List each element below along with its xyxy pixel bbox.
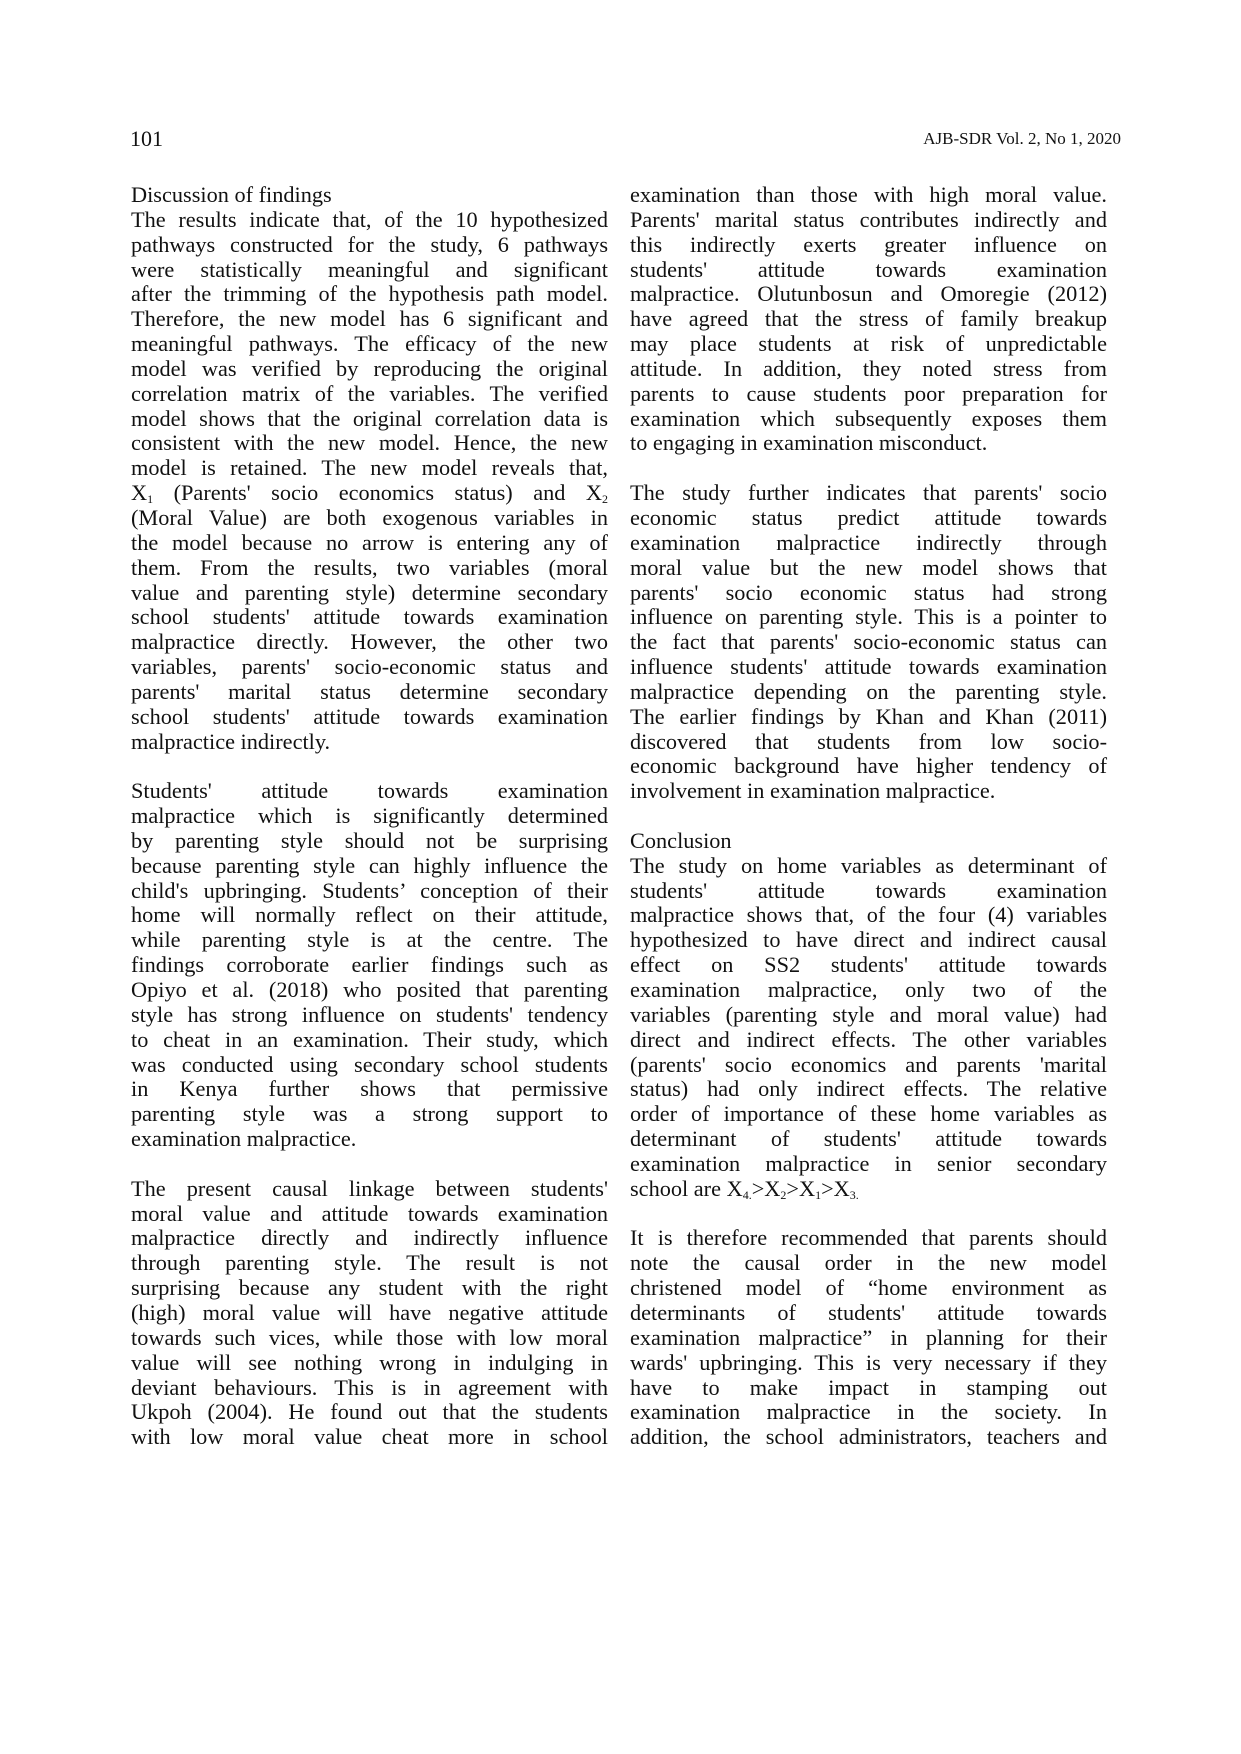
text-line: direct and indirect effects. The other variables: [630, 1026, 1107, 1052]
text-line: examination malpractice in senior secondary: [630, 1150, 1107, 1176]
text-line: meaningful pathways. The efficacy of the new: [131, 331, 608, 357]
page-number: 101: [130, 126, 163, 151]
text-line: moral value and attitude towards examination: [131, 1200, 608, 1226]
text-line: malpractice directly. However, the other two: [131, 629, 608, 655]
text-line: influence on parenting style. This is a pointer to: [630, 604, 1107, 630]
left-column: [131, 183, 608, 1450]
text-line: the fact that parents' socio-economic status can: [630, 629, 1107, 655]
paragraph-discussion-2: [131, 779, 608, 1152]
text-line: It is therefore recommended that parents should: [630, 1225, 1107, 1251]
text-line: were statistically meaningful and significant: [131, 256, 608, 282]
text-line: this indirectly exerts greater influence on: [630, 231, 1107, 257]
text-line: malpractice depending on the parenting style.: [630, 678, 1107, 704]
text-line: economic background have higher tendency of: [630, 753, 1107, 779]
text-line: the model because no arrow is entering any of: [131, 529, 608, 555]
text-line: examination than those with high moral value.: [630, 182, 1107, 207]
text-line: determinants of students' attitude towards: [630, 1299, 1107, 1325]
text-line: variables, parents' socio-economic status and: [131, 654, 608, 680]
text-line: economic status predict attitude towards: [630, 504, 1107, 530]
text-line: $X_1$ (Parents' socio economics status) and $X_2$: [131, 480, 609, 507]
text-line: The study further indicates that parents' socio: [630, 480, 1107, 506]
text-line: malpractice which is significantly determined: [131, 803, 608, 829]
variable-x1: $X_1$: [131, 480, 154, 507]
text-line: Opiyo et al. (2018) who posited that parenting: [131, 977, 608, 1002]
text-line: model was verified by reproducing the original: [131, 355, 608, 381]
text-line: have to make impact in stamping out: [630, 1374, 1107, 1400]
text-line: model is retained. The new model reveals that,: [131, 455, 608, 481]
text-line: may place students at risk of unpredictable: [630, 331, 1107, 357]
text-line: hypothesized to have direct and indirect causal: [630, 927, 1107, 953]
text-line: school students' attitude towards examination: [131, 604, 608, 630]
variable-x2: $X_2$: [585, 480, 609, 507]
text-line: examination which subsequently exposes them: [630, 405, 1107, 431]
text-line: students' attitude towards examination: [630, 256, 1107, 282]
paragraph-discussion-4: [630, 481, 1107, 804]
text-line: malpractice shows that, of the four (4) variables: [630, 902, 1107, 928]
text-line: school students' attitude towards examination: [131, 703, 608, 729]
text-line: note the causal order in the new model: [630, 1250, 1107, 1276]
text-line: order of importance of these home variables as: [630, 1101, 1107, 1127]
paragraph-conclusion-1: [630, 854, 1107, 1202]
text-line: The present causal linkage between students': [131, 1175, 608, 1201]
text-line: involvement in examination malpractice.: [630, 778, 996, 804]
journal-citation: AJB-SDR Vol. 2, No 1, 2020: [923, 129, 1121, 148]
text-line: influence students' attitude towards examination: [630, 654, 1107, 680]
section-heading-discussion: Discussion of findings: [131, 182, 332, 207]
text-line: examination malpractice indirectly through: [630, 529, 1107, 555]
text-line: parents' marital status determine secondary: [131, 678, 608, 704]
text-line: surprising because any student with the right: [131, 1275, 608, 1301]
text-line: determinant of students' attitude towards: [630, 1126, 1107, 1152]
text-line: malpractice directly and indirectly influence: [131, 1225, 608, 1251]
text-line: parenting style was a strong support to: [131, 1101, 608, 1127]
text-line: malpractice indirectly.: [131, 728, 331, 754]
text-line: christened model of “home environment as: [630, 1275, 1107, 1301]
text-line: The results indicate that, of the 10 hypothesized: [131, 206, 608, 232]
text-line: was conducted using secondary school students: [131, 1051, 608, 1077]
text-line: because parenting style can highly influence the: [131, 852, 608, 878]
text-line: Parents' marital status contributes indirectly and: [630, 206, 1107, 232]
section-heading-conclusion: Conclusion: [630, 827, 732, 853]
text-line: Therefore, the new model has 6 significant and: [131, 306, 608, 332]
text-line: after the trimming of the hypothesis path model.: [131, 281, 608, 307]
text-line: have agreed that the stress of family breakup: [630, 306, 1107, 332]
text-line: malpractice. Olutunbosun and Omoregie (2012): [630, 281, 1107, 307]
text-line: correlation matrix of the variables. The verified: [131, 380, 608, 406]
variable-order-line: school are $X_{4.}>X_2>X_1>X_{3.}$: [630, 1175, 859, 1202]
paragraph-discussion-continued: [630, 183, 1107, 456]
text-line: pathways constructed for the study, 6 pathways: [131, 231, 608, 257]
text-line: moral value but the new model shows that: [630, 554, 1107, 580]
text-line: The earlier findings by Khan and Khan (2011): [630, 703, 1107, 729]
text-line: parents' socio economic status had strong: [630, 579, 1107, 605]
text-line: value will see nothing wrong in indulging in: [131, 1349, 608, 1375]
text-line: (Moral Value) are both exogenous variables in: [131, 504, 608, 530]
text-line: consistent with the new model. Hence, the new: [131, 430, 608, 456]
text-line: home will normally reflect on their attitude,: [131, 902, 608, 928]
text-line: style has strong influence on students' tendency: [131, 1001, 608, 1027]
text-line: variables (parenting style and moral value) had: [630, 1001, 1107, 1027]
text-line: through parenting style. The result is not: [131, 1250, 608, 1276]
text-line: students' attitude towards examination: [630, 877, 1107, 903]
text-line: discovered that students from low socio-: [630, 728, 1107, 754]
text-line: addition, the school administrators, teachers and: [630, 1424, 1107, 1450]
paragraph-recommendation: [630, 1226, 1107, 1450]
text-line: parents to cause students poor preparation for: [630, 380, 1107, 406]
paragraph-discussion-3: [131, 1177, 608, 1450]
paragraph-discussion-1: [131, 208, 608, 755]
text-line: Ukpoh (2004). He found out that the students: [131, 1399, 608, 1425]
text-line: with low moral value cheat more in school: [131, 1424, 608, 1450]
text-line: towards such vices, while those with low moral: [131, 1324, 608, 1350]
text-line: to cheat in an examination. Their study, which: [131, 1026, 608, 1052]
text-line: findings corroborate earlier findings such as: [131, 952, 608, 978]
text-line: wards' upbringing. This is very necessary if they: [630, 1349, 1107, 1375]
text-line: examination malpractice, only two of the: [630, 977, 1107, 1002]
text-line: while parenting style is at the centre. The: [131, 927, 608, 953]
text-line: examination malpractice” in planning for their: [630, 1324, 1107, 1350]
text-line: The study on home variables as determinant of: [630, 852, 1107, 878]
text-line: model shows that the original correlation data is: [131, 405, 608, 431]
text-line: value and parenting style) determine secondary: [131, 579, 608, 605]
text-line: them. From the results, two variables (moral: [131, 554, 608, 580]
text-line: examination malpractice in the society. In: [630, 1399, 1107, 1425]
text-line: effect on SS2 students' attitude towards: [630, 952, 1107, 978]
text-line: attitude. In addition, they noted stress from: [630, 355, 1107, 381]
text-line: (parents' socio economics and parents 'marital: [630, 1051, 1107, 1077]
text-line: Students' attitude towards examination: [131, 778, 608, 804]
text-line: examination malpractice.: [131, 1126, 357, 1152]
text-line: (high) moral value will have negative attitude: [131, 1299, 608, 1325]
text-line: child's upbringing. Students’ conception of their: [131, 877, 608, 903]
right-column: [630, 183, 1107, 1450]
text-line: to engaging in examination misconduct.: [630, 430, 988, 456]
text-line: status) had only indirect effects. The relative: [630, 1076, 1107, 1102]
text-line: by parenting style should not be surprising: [131, 827, 608, 853]
text-line: in Kenya further shows that permissive: [131, 1076, 608, 1102]
text-line: deviant behaviours. This is in agreement with: [131, 1374, 608, 1400]
